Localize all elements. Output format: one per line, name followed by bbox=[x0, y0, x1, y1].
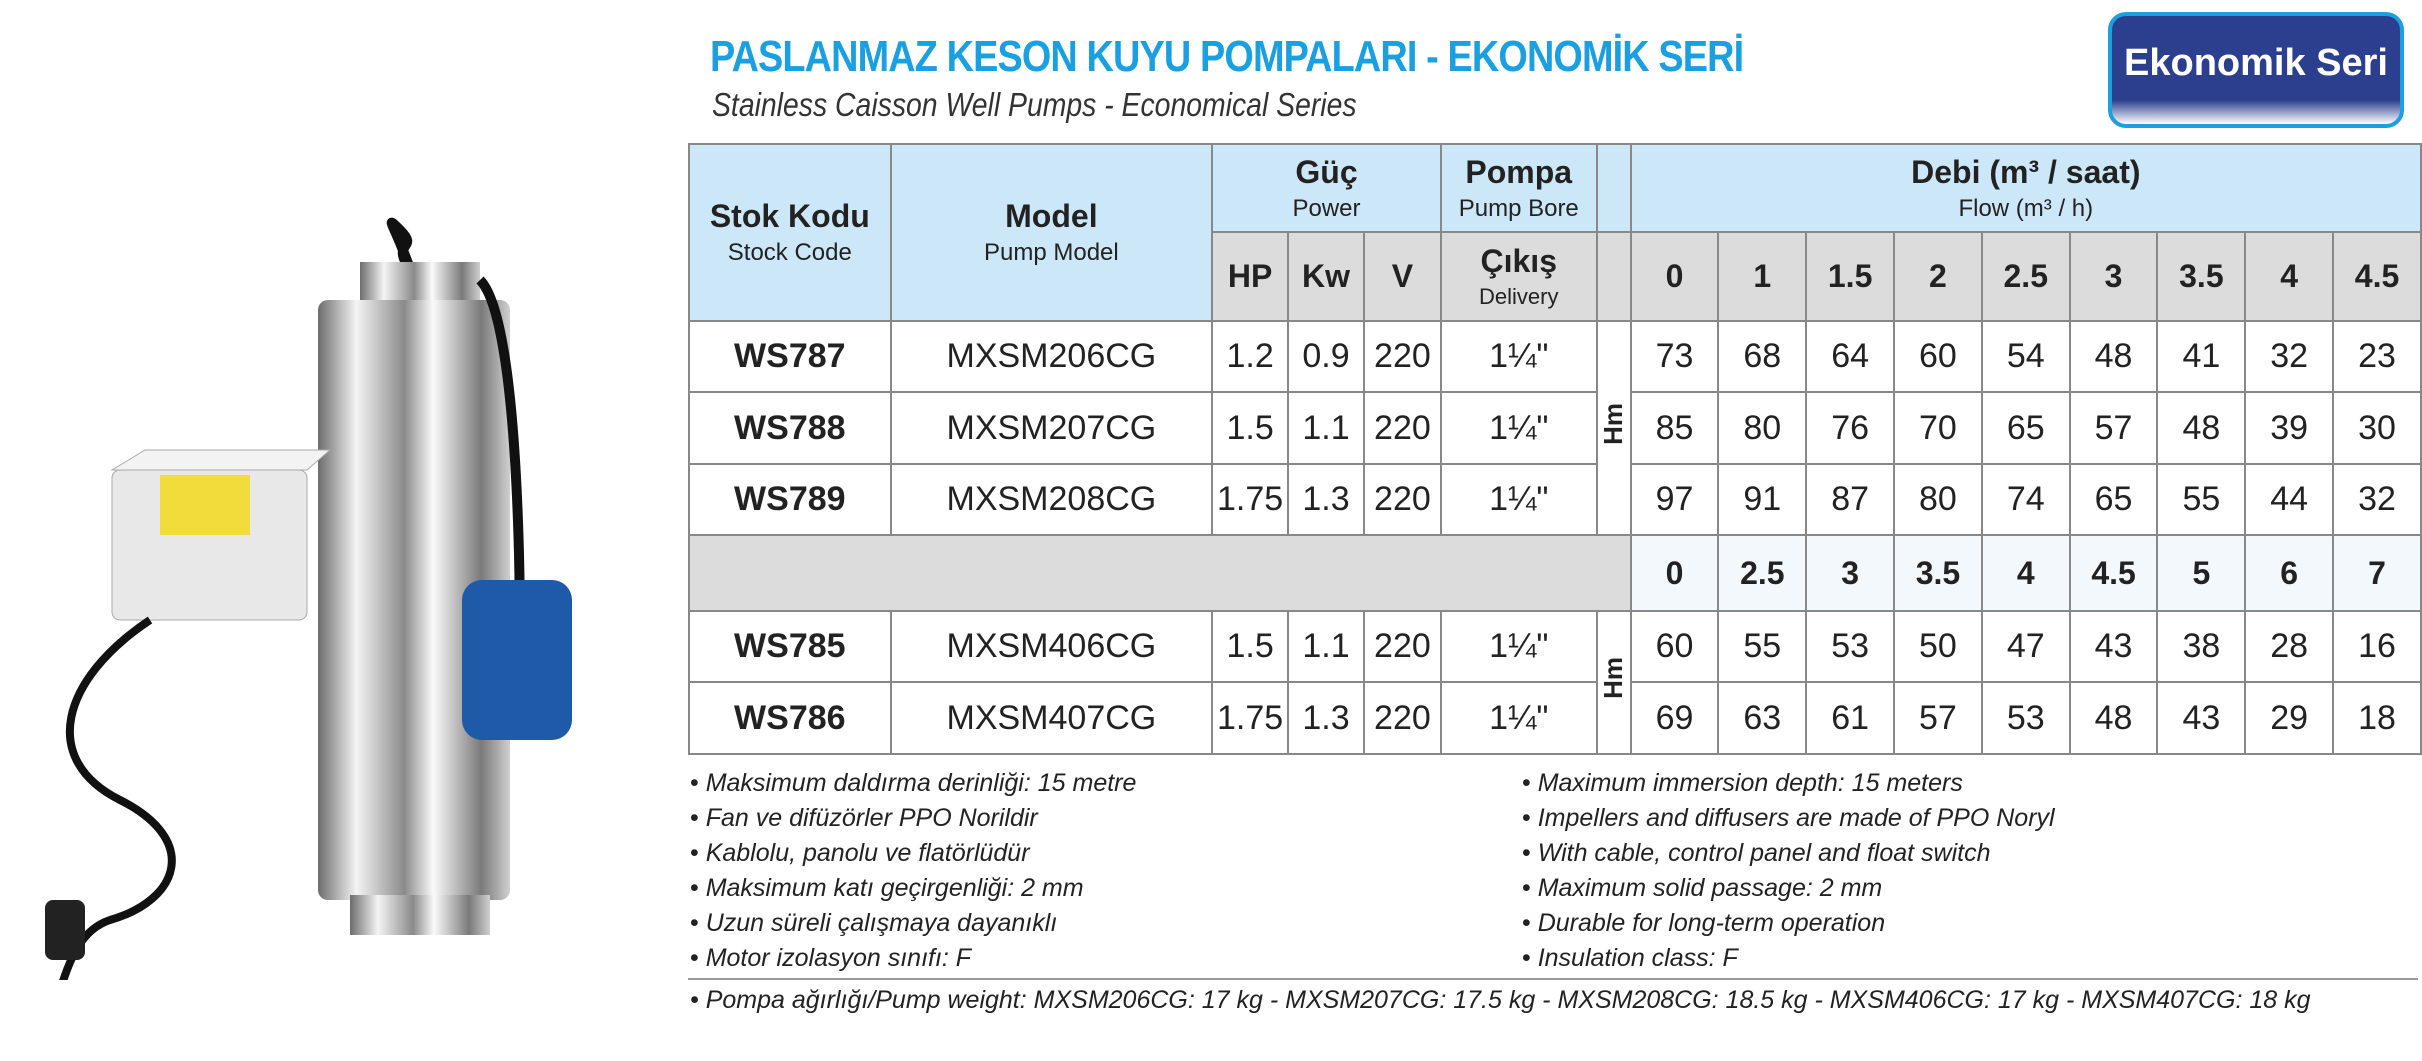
table-row bbox=[689, 392, 2421, 464]
header-pump-bore: Pompa Pump Bore bbox=[1441, 144, 1597, 232]
head-value: 28 bbox=[2245, 611, 2333, 682]
flow-header-cell: 3 bbox=[1806, 535, 1894, 611]
head-value: 43 bbox=[2070, 611, 2158, 682]
head-value: 30 bbox=[2333, 392, 2421, 464]
header-hp: HP bbox=[1212, 232, 1288, 321]
head-value: 53 bbox=[1806, 611, 1894, 682]
feature-item: • Maximum immersion depth: 15 meters bbox=[1522, 766, 2055, 801]
delivery: 1¼" bbox=[1441, 611, 1597, 682]
head-value: 44 bbox=[2245, 464, 2333, 535]
head-value: 48 bbox=[2070, 321, 2158, 392]
feature-item: • Uzun süreli çalışmaya dayanıklı bbox=[690, 906, 1136, 941]
head-value: 47 bbox=[1982, 611, 2070, 682]
kw: 1.3 bbox=[1288, 464, 1364, 535]
feature-item: • Maximum solid passage: 2 mm bbox=[1522, 871, 2055, 906]
group-separator bbox=[689, 535, 1631, 611]
features-english bbox=[1522, 766, 2055, 976]
head-value: 18 bbox=[2333, 682, 2421, 754]
stock-code: WS789 bbox=[689, 464, 891, 535]
delivery: 1¼" bbox=[1441, 464, 1597, 535]
flow-header-cell: 4.5 bbox=[2070, 535, 2158, 611]
hp: 1.5 bbox=[1212, 611, 1288, 682]
head-value: 91 bbox=[1718, 464, 1806, 535]
head-value: 68 bbox=[1718, 321, 1806, 392]
table-row bbox=[689, 321, 2421, 392]
hm-label bbox=[1597, 611, 1631, 754]
flow-header-cell: 3.5 bbox=[2157, 232, 2245, 321]
head-value: 48 bbox=[2157, 392, 2245, 464]
page-title: PASLANMAZ KESON KUYU POMPALARI - EKONOMİK SERİ bbox=[710, 32, 1744, 81]
voltage: 220 bbox=[1364, 682, 1441, 754]
head-value: 69 bbox=[1631, 682, 1719, 754]
divider bbox=[688, 978, 2418, 980]
header-power: Güç Power bbox=[1212, 144, 1441, 232]
kw: 1.1 bbox=[1288, 611, 1364, 682]
flow-header-cell: 2 bbox=[1894, 232, 1982, 321]
flow-header-cell: 4.5 bbox=[2333, 232, 2421, 321]
feature-item: • Motor izolasyon sınıfı: F bbox=[690, 941, 1136, 976]
kw: 0.9 bbox=[1288, 321, 1364, 392]
stock-code: WS788 bbox=[689, 392, 891, 464]
table-row bbox=[689, 611, 2421, 682]
head-value: 50 bbox=[1894, 611, 1982, 682]
flow-header-cell: 2.5 bbox=[1982, 232, 2070, 321]
voltage: 220 bbox=[1364, 611, 1441, 682]
hm-label-text: Hm bbox=[1598, 657, 1629, 699]
kw: 1.3 bbox=[1288, 682, 1364, 754]
head-value: 80 bbox=[1718, 392, 1806, 464]
delivery: 1¼" bbox=[1441, 392, 1597, 464]
feature-item: • Insulation class: F bbox=[1522, 941, 2055, 976]
hp: 1.5 bbox=[1212, 392, 1288, 464]
head-value: 48 bbox=[2070, 682, 2158, 754]
head-value: 23 bbox=[2333, 321, 2421, 392]
head-value: 29 bbox=[2245, 682, 2333, 754]
head-value: 61 bbox=[1806, 682, 1894, 754]
header-flow: Debi (m³ / saat) Flow (m³ / h) bbox=[1631, 144, 2421, 232]
feature-item: • Kablolu, panolu ve flatörlüdür bbox=[690, 836, 1136, 871]
model: MXSM407CG bbox=[891, 682, 1213, 754]
feature-item: • Maksimum daldırma derinliği: 15 metre bbox=[690, 766, 1136, 801]
delivery: 1¼" bbox=[1441, 682, 1597, 754]
head-value: 57 bbox=[2070, 392, 2158, 464]
model: MXSM208CG bbox=[891, 464, 1213, 535]
head-value: 65 bbox=[2070, 464, 2158, 535]
head-value: 55 bbox=[1718, 611, 1806, 682]
head-value: 64 bbox=[1806, 321, 1894, 392]
feature-item: • Maksimum katı geçirgenliği: 2 mm bbox=[690, 871, 1136, 906]
head-value: 55 bbox=[2157, 464, 2245, 535]
flow-header-cell: 2.5 bbox=[1718, 535, 1806, 611]
flow-header-cell: 5 bbox=[2157, 535, 2245, 611]
header-model: Model Pump Model bbox=[891, 144, 1213, 321]
flow-header-cell: 3 bbox=[2070, 232, 2158, 321]
stock-code: WS785 bbox=[689, 611, 891, 682]
head-value: 32 bbox=[2245, 321, 2333, 392]
head-value: 32 bbox=[2333, 464, 2421, 535]
flow-header-cell: 3.5 bbox=[1894, 535, 1982, 611]
stock-code: WS787 bbox=[689, 321, 891, 392]
hm-label-text: Hm bbox=[1598, 402, 1629, 445]
head-value: 76 bbox=[1806, 392, 1894, 464]
head-value: 60 bbox=[1631, 611, 1719, 682]
head-value: 97 bbox=[1631, 464, 1719, 535]
header-delivery: Çıkış Delivery bbox=[1441, 232, 1597, 321]
head-value: 85 bbox=[1631, 392, 1719, 464]
header-spacer bbox=[1597, 144, 1631, 232]
head-value: 54 bbox=[1982, 321, 2070, 392]
head-value: 65 bbox=[1982, 392, 2070, 464]
hm-label bbox=[1597, 321, 1631, 535]
flow-header-cell: 4 bbox=[2245, 232, 2333, 321]
header-spacer bbox=[1597, 232, 1631, 321]
feature-item: • Durable for long-term operation bbox=[1522, 906, 2055, 941]
flow-header-cell: 4 bbox=[1982, 535, 2070, 611]
stock-code: WS786 bbox=[689, 682, 891, 754]
head-value: 16 bbox=[2333, 611, 2421, 682]
hp: 1.2 bbox=[1212, 321, 1288, 392]
flow-header-cell: 0 bbox=[1631, 535, 1719, 611]
head-value: 57 bbox=[1894, 682, 1982, 754]
table-row bbox=[689, 682, 2421, 754]
weight-note: • Pompa ağırlığı/Pump weight: MXSM206CG: 17 kg - MXSM207CG: 17.5 kg - MXSM208CG: 18.5 kg - MXSM406CG: 17 kg - MXSM407CG: 18 kg bbox=[690, 986, 2311, 1015]
hp: 1.75 bbox=[1212, 464, 1288, 535]
flow-header-cell: 0 bbox=[1631, 232, 1719, 321]
series-badge: Ekonomik Seri bbox=[2108, 12, 2404, 128]
table-row bbox=[689, 464, 2421, 535]
header-kw: Kw bbox=[1288, 232, 1364, 321]
model: MXSM207CG bbox=[891, 392, 1213, 464]
head-value: 63 bbox=[1718, 682, 1806, 754]
flow-header-cell: 1 bbox=[1718, 232, 1806, 321]
feature-item: • With cable, control panel and float switch bbox=[1522, 836, 2055, 871]
voltage: 220 bbox=[1364, 464, 1441, 535]
model: MXSM406CG bbox=[891, 611, 1213, 682]
head-value: 38 bbox=[2157, 611, 2245, 682]
head-value: 74 bbox=[1982, 464, 2070, 535]
flow-header-cell: 6 bbox=[2245, 535, 2333, 611]
voltage: 220 bbox=[1364, 392, 1441, 464]
head-value: 60 bbox=[1894, 321, 1982, 392]
head-value: 70 bbox=[1894, 392, 1982, 464]
pump-spec-table bbox=[688, 143, 2422, 755]
page-subtitle: Stainless Caisson Well Pumps - Economical Series bbox=[712, 86, 1357, 123]
flow-header-cell: 1.5 bbox=[1806, 232, 1894, 321]
kw: 1.1 bbox=[1288, 392, 1364, 464]
voltage: 220 bbox=[1364, 321, 1441, 392]
head-value: 80 bbox=[1894, 464, 1982, 535]
head-value: 39 bbox=[2245, 392, 2333, 464]
model: MXSM206CG bbox=[891, 321, 1213, 392]
header-stock-code: Stok Kodu Stock Code bbox=[689, 144, 891, 321]
delivery: 1¼" bbox=[1441, 321, 1597, 392]
head-value: 41 bbox=[2157, 321, 2245, 392]
features-turkish bbox=[690, 766, 1136, 976]
head-value: 87 bbox=[1806, 464, 1894, 535]
header-v: V bbox=[1364, 232, 1441, 321]
head-value: 73 bbox=[1631, 321, 1719, 392]
hp: 1.75 bbox=[1212, 682, 1288, 754]
feature-item: • Impellers and diffusers are made of PPO Noryl bbox=[1522, 801, 2055, 836]
flow-header-cell: 7 bbox=[2333, 535, 2421, 611]
feature-item: • Fan ve difüzörler PPO Norildir bbox=[690, 801, 1136, 836]
head-value: 53 bbox=[1982, 682, 2070, 754]
head-value: 43 bbox=[2157, 682, 2245, 754]
